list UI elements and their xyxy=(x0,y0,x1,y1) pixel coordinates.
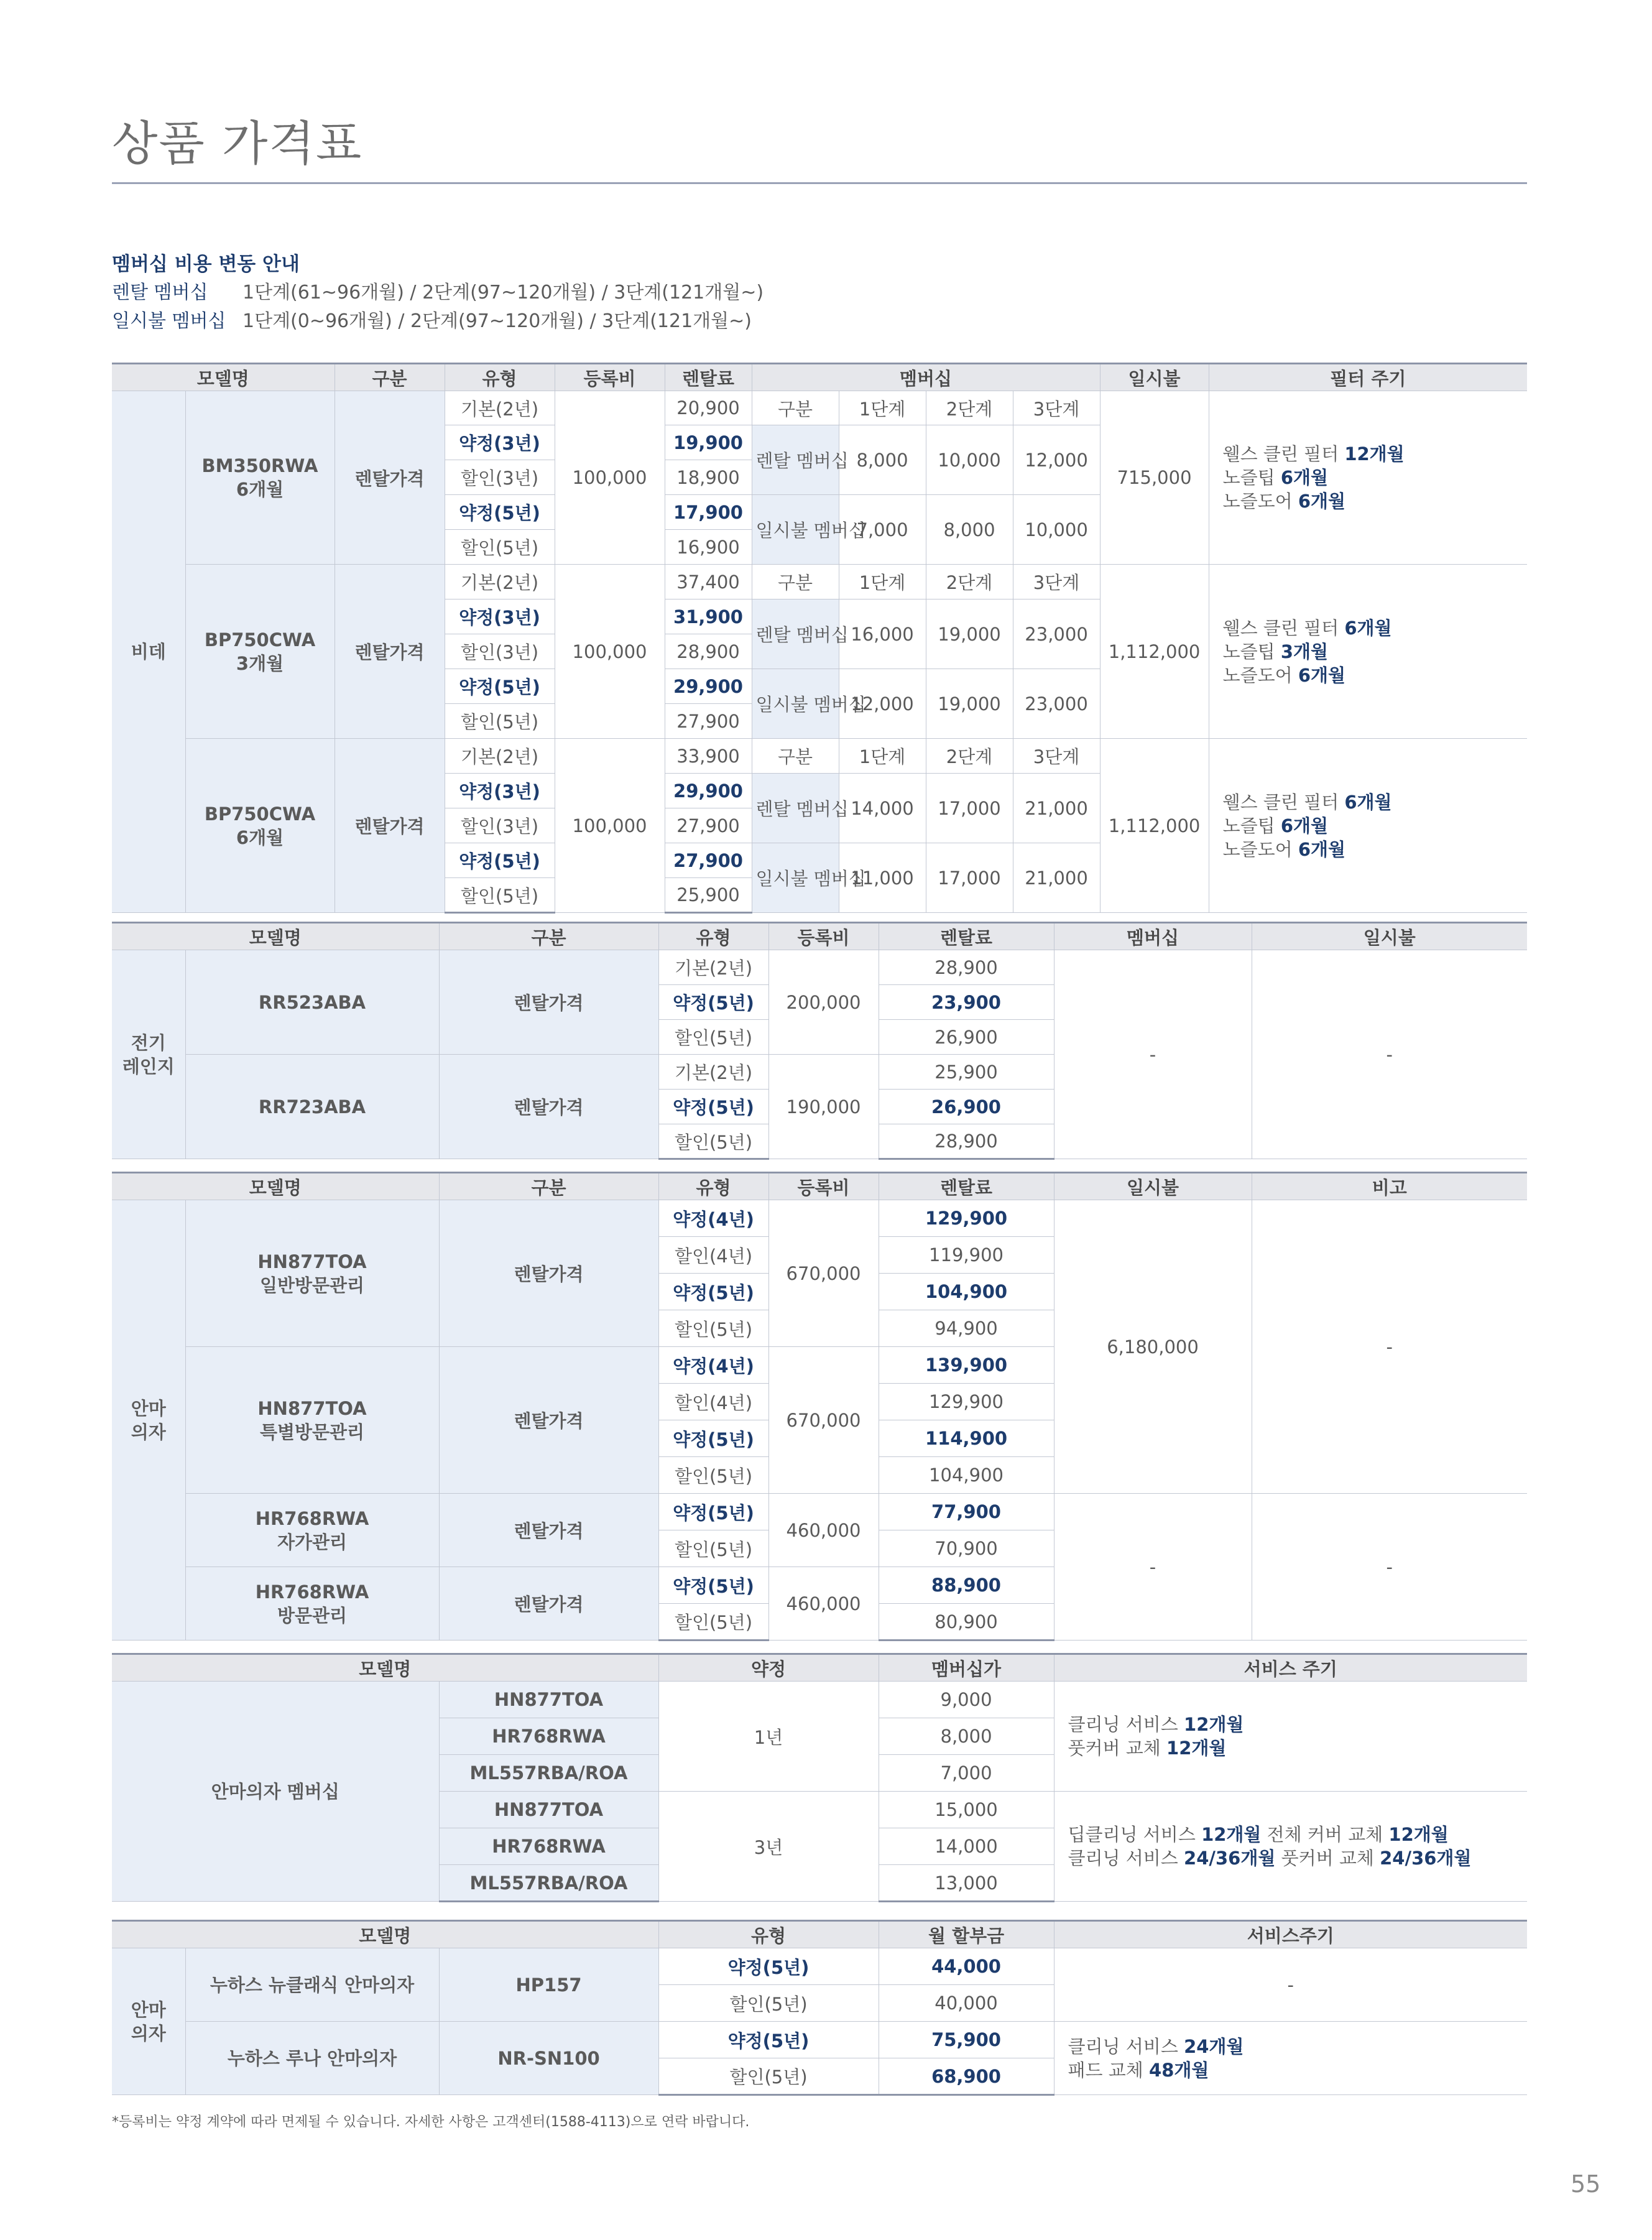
price-cell: 14,000 xyxy=(879,1828,1054,1865)
price-cell: 75,900 xyxy=(879,2022,1054,2058)
filter-cell: 웰스 클린 필터 12개월 노즐팁 6개월 노즐도어 6개월 xyxy=(1209,391,1527,565)
membership-subheader: 3단계 xyxy=(1013,565,1100,599)
notice-onetime-row xyxy=(112,307,764,336)
type-cell: 약정(5년) xyxy=(445,669,555,704)
fee-cell: 460,000 xyxy=(768,1494,879,1567)
model-cell: HN877TOA xyxy=(439,1682,658,1718)
model-cell: RR523ABA xyxy=(185,950,439,1055)
rent-cell: 23,900 xyxy=(879,985,1054,1020)
header-filter: 필터 주기 xyxy=(1209,364,1527,391)
membership-value: 7,000 xyxy=(839,495,926,565)
rent-cell: 28,900 xyxy=(879,1124,1054,1159)
filter-cell: 웰스 클린 필터 6개월 노즐팁 6개월 노즐도어 6개월 xyxy=(1209,739,1527,913)
header-category: 구분 xyxy=(439,923,658,950)
category-cell: 렌탈가격 xyxy=(439,1347,658,1494)
header-type: 유형 xyxy=(445,364,555,391)
service-cell: 클리닝 서비스 12개월 풋커버 교체 12개월 xyxy=(1054,1682,1527,1792)
header-rent: 렌탈료 xyxy=(879,923,1054,950)
group-massage-chair: 안마 의자 xyxy=(112,1200,185,1641)
type-cell: 기본(2년) xyxy=(658,1055,768,1090)
membership-value: 12,000 xyxy=(839,669,926,739)
membership-value: 8,000 xyxy=(926,495,1013,565)
header-rent: 렌탈료 xyxy=(665,364,752,391)
nuhas-installment-table xyxy=(112,1920,1527,2096)
model-code-cell: NR-SN100 xyxy=(439,2022,658,2095)
lump-cell: 1,112,000 xyxy=(1100,565,1209,739)
rent-cell: 17,900 xyxy=(665,495,752,530)
header-lump: 일시불 xyxy=(1054,1173,1252,1200)
fee-cell: 100,000 xyxy=(555,739,665,913)
rent-cell: 129,900 xyxy=(879,1384,1054,1420)
header-fee: 등록비 xyxy=(768,1173,879,1200)
rent-cell: 104,900 xyxy=(879,1274,1054,1310)
membership-value: 17,000 xyxy=(926,774,1013,843)
notice-heading: 멤버십 비용 변동 안내 xyxy=(112,253,300,275)
category-cell: 렌탈가격 xyxy=(335,565,445,739)
rent-cell: 27,900 xyxy=(665,843,752,878)
service-cell: 클리닝 서비스 24개월 패드 교체 48개월 xyxy=(1054,2022,1527,2095)
rent-cell: 37,400 xyxy=(665,565,752,599)
model-cell: HR768RWA 방문관리 xyxy=(185,1567,439,1641)
header-membership: 멤버십 xyxy=(752,364,1100,391)
model-name-cell: 누하스 뉴클래식 안마의자 xyxy=(185,1948,439,2022)
membership-subheader: 2단계 xyxy=(926,391,1013,425)
rent-cell: 29,900 xyxy=(665,774,752,808)
membership-cell: - xyxy=(1054,950,1252,1159)
lump-cell: 6,180,000 xyxy=(1054,1200,1252,1494)
header-model: 모델명 xyxy=(112,1173,439,1200)
price-cell: 9,000 xyxy=(879,1682,1054,1718)
membership-value: 14,000 xyxy=(839,774,926,843)
page-title: 상품 가격표 xyxy=(112,116,363,171)
membership-value: 10,000 xyxy=(1013,495,1100,565)
notice-onetime-label: 일시불 멤버십 xyxy=(112,310,226,332)
category-cell: 렌탈가격 xyxy=(439,1494,658,1567)
rent-cell: 80,900 xyxy=(879,1604,1054,1641)
rent-cell: 20,900 xyxy=(665,391,752,425)
rent-cell: 31,900 xyxy=(665,599,752,634)
header-model: 모델명 xyxy=(112,923,439,950)
membership-value: 21,000 xyxy=(1013,843,1100,913)
membership-subheader: 1단계 xyxy=(839,391,926,425)
type-cell: 약정(5년) xyxy=(658,1420,768,1457)
type-cell: 약정(4년) xyxy=(658,1347,768,1384)
term-cell: 3년 xyxy=(658,1792,879,1902)
rent-cell: 129,900 xyxy=(879,1200,1054,1237)
bidet-price-table xyxy=(112,363,1527,914)
model-name-cell: 누하스 루나 안마의자 xyxy=(185,2022,439,2095)
title-divider xyxy=(112,182,1527,184)
type-cell: 할인(5년) xyxy=(445,878,555,913)
membership-subheader: 구분 xyxy=(752,391,839,425)
membership-subheader: 2단계 xyxy=(926,565,1013,599)
rental-membership-label: 렌탈 멤버십 xyxy=(752,599,839,669)
note-cell: - xyxy=(1252,1200,1527,1494)
onetime-membership-label: 일시불 멤버십 xyxy=(752,669,839,739)
group-massage-chair: 안마 의자 xyxy=(112,1948,185,2095)
lump-cell: 715,000 xyxy=(1100,391,1209,565)
fee-cell: 190,000 xyxy=(768,1055,879,1159)
header-category: 구분 xyxy=(335,364,445,391)
onetime-membership-label: 일시불 멤버십 xyxy=(752,843,839,913)
type-cell: 할인(4년) xyxy=(658,1237,768,1274)
type-cell: 기본(2년) xyxy=(445,565,555,599)
term-cell: 1년 xyxy=(658,1682,879,1792)
notice-rental-value: 1단계(61~96개월) / 2단계(97~120개월) / 3단계(121개월~) xyxy=(242,282,764,303)
rent-cell: 25,900 xyxy=(879,1055,1054,1090)
rent-cell: 29,900 xyxy=(665,669,752,704)
fee-cell: 670,000 xyxy=(768,1347,879,1494)
massage-chair-rental-table xyxy=(112,1172,1527,1641)
type-cell: 약정(4년) xyxy=(658,1200,768,1237)
type-cell: 할인(5년) xyxy=(658,2058,879,2095)
type-cell: 약정(5년) xyxy=(658,985,768,1020)
type-cell: 약정(3년) xyxy=(445,774,555,808)
header-monthly: 월 할부금 xyxy=(879,1921,1054,1948)
category-cell: 렌탈가격 xyxy=(335,739,445,913)
type-cell: 기본(2년) xyxy=(658,950,768,985)
membership-subheader: 3단계 xyxy=(1013,739,1100,774)
model-code-cell: HP157 xyxy=(439,1948,658,2022)
header-lump: 일시불 xyxy=(1252,923,1527,950)
filter-cell: 웰스 클린 필터 6개월 노즐팁 3개월 노즐도어 6개월 xyxy=(1209,565,1527,739)
model-cell: HR768RWA xyxy=(439,1718,658,1755)
header-type: 유형 xyxy=(658,1173,768,1200)
rent-cell: 70,900 xyxy=(879,1530,1054,1567)
lump-cell: - xyxy=(1252,950,1527,1159)
membership-label: 안마의자 멤버십 xyxy=(112,1682,439,1902)
header-category: 구분 xyxy=(439,1173,658,1200)
rent-cell: 19,900 xyxy=(665,425,752,460)
type-cell: 할인(5년) xyxy=(445,704,555,739)
rental-membership-label: 렌탈 멤버십 xyxy=(752,774,839,843)
onetime-membership-label: 일시불 멤버십 xyxy=(752,495,839,565)
type-cell: 할인(5년) xyxy=(658,1124,768,1159)
type-cell: 할인(3년) xyxy=(445,634,555,669)
type-cell: 약정(5년) xyxy=(658,2022,879,2058)
page-number: 55 xyxy=(1571,2170,1601,2198)
header-type: 유형 xyxy=(658,1921,879,1948)
group-range: 전기 레인지 xyxy=(112,950,185,1159)
model-cell: HR768RWA xyxy=(439,1828,658,1865)
type-cell: 약정(5년) xyxy=(658,1274,768,1310)
footnote: *등록비는 약정 계약에 따라 면제될 수 있습니다. 자세한 사항은 고객센터(1588-4113)으로 연락 바랍니다. xyxy=(112,2114,750,2130)
model-cell: HN877TOA xyxy=(439,1792,658,1828)
type-cell: 약정(3년) xyxy=(445,425,555,460)
notice-rental-row xyxy=(112,279,764,307)
rent-cell: 25,900 xyxy=(665,878,752,913)
fee-cell: 200,000 xyxy=(768,950,879,1055)
model-cell: RR723ABA xyxy=(185,1055,439,1159)
type-cell: 할인(5년) xyxy=(658,1604,768,1641)
rent-cell: 33,900 xyxy=(665,739,752,774)
type-cell: 약정(5년) xyxy=(658,1948,879,1985)
rent-cell: 94,900 xyxy=(879,1310,1054,1347)
type-cell: 할인(5년) xyxy=(658,1530,768,1567)
model-cell: HN877TOA 특별방문관리 xyxy=(185,1347,439,1494)
rent-cell: 28,900 xyxy=(879,950,1054,985)
model-cell: HR768RWA 자가관리 xyxy=(185,1494,439,1567)
membership-notice xyxy=(112,250,764,336)
header-lump: 일시불 xyxy=(1100,364,1209,391)
membership-value: 11,000 xyxy=(839,843,926,913)
lump-cell: 1,112,000 xyxy=(1100,739,1209,913)
price-cell: 40,000 xyxy=(879,1985,1054,2022)
lump-cell: - xyxy=(1054,1494,1252,1641)
membership-subheader: 1단계 xyxy=(839,739,926,774)
header-note: 비고 xyxy=(1252,1173,1527,1200)
fee-cell: 670,000 xyxy=(768,1200,879,1347)
membership-value: 16,000 xyxy=(839,599,926,669)
membership-subheader: 구분 xyxy=(752,565,839,599)
model-cell: HN877TOA 일반방문관리 xyxy=(185,1200,439,1347)
price-cell: 8,000 xyxy=(879,1718,1054,1755)
category-cell: 렌탈가격 xyxy=(439,1200,658,1347)
header-term: 약정 xyxy=(658,1654,879,1682)
range-price-table xyxy=(112,922,1527,1160)
category-cell: 렌탈가격 xyxy=(335,391,445,565)
price-cell: 15,000 xyxy=(879,1792,1054,1828)
price-cell: 44,000 xyxy=(879,1948,1054,1985)
rent-cell: 16,900 xyxy=(665,530,752,565)
type-cell: 할인(5년) xyxy=(658,1310,768,1347)
rent-cell: 26,900 xyxy=(879,1090,1054,1124)
type-cell: 할인(3년) xyxy=(445,808,555,843)
rent-cell: 139,900 xyxy=(879,1347,1054,1384)
type-cell: 할인(5년) xyxy=(658,1985,879,2022)
notice-rental-label: 렌탈 멤버십 xyxy=(112,282,208,303)
membership-value: 23,000 xyxy=(1013,599,1100,669)
service-cell: - xyxy=(1054,1948,1527,2022)
type-cell: 할인(5년) xyxy=(445,530,555,565)
category-cell: 렌탈가격 xyxy=(439,1055,658,1159)
header-service-cycle: 서비스 주기 xyxy=(1054,1654,1527,1682)
service-cell: 딥클리닝 서비스 12개월 전체 커버 교체 12개월 클리닝 서비스 24/36개월 풋커버 교체 24/36개월 xyxy=(1054,1792,1527,1902)
price-cell: 13,000 xyxy=(879,1865,1054,1902)
category-cell: 렌탈가격 xyxy=(439,1567,658,1641)
rent-cell: 119,900 xyxy=(879,1237,1054,1274)
membership-value: 17,000 xyxy=(926,843,1013,913)
rent-cell: 28,900 xyxy=(665,634,752,669)
fee-cell: 460,000 xyxy=(768,1567,879,1641)
header-membership: 멤버십 xyxy=(1054,923,1252,950)
membership-value: 21,000 xyxy=(1013,774,1100,843)
model-cell: BM350RWA 6개월 xyxy=(185,391,335,565)
type-cell: 약정(5년) xyxy=(445,843,555,878)
header-model: 모델명 xyxy=(112,364,335,391)
type-cell: 약정(5년) xyxy=(445,495,555,530)
type-cell: 약정(5년) xyxy=(658,1494,768,1530)
type-cell: 기본(2년) xyxy=(445,739,555,774)
model-cell: ML557RBA/ROA xyxy=(439,1755,658,1792)
rent-cell: 27,900 xyxy=(665,808,752,843)
header-membership-price: 멤버십가 xyxy=(879,1654,1054,1682)
type-cell: 약정(5년) xyxy=(658,1567,768,1604)
membership-subheader: 1단계 xyxy=(839,565,926,599)
type-cell: 할인(5년) xyxy=(658,1457,768,1494)
price-cell: 7,000 xyxy=(879,1755,1054,1792)
header-rent: 렌탈료 xyxy=(879,1173,1054,1200)
fee-cell: 100,000 xyxy=(555,391,665,565)
rental-membership-label: 렌탈 멤버십 xyxy=(752,425,839,495)
membership-value: 10,000 xyxy=(926,425,1013,495)
rent-cell: 88,900 xyxy=(879,1567,1054,1604)
header-fee: 등록비 xyxy=(555,364,665,391)
model-cell: ML557RBA/ROA xyxy=(439,1865,658,1902)
massage-chair-membership-table xyxy=(112,1653,1527,1902)
model-cell: BP750CWA 6개월 xyxy=(185,739,335,913)
header-model: 모델명 xyxy=(112,1654,658,1682)
category-cell: 렌탈가격 xyxy=(439,950,658,1055)
rent-cell: 27,900 xyxy=(665,704,752,739)
membership-value: 8,000 xyxy=(839,425,926,495)
notice-onetime-value: 1단계(0~96개월) / 2단계(97~120개월) / 3단계(121개월~) xyxy=(242,310,752,332)
rent-cell: 104,900 xyxy=(879,1457,1054,1494)
fee-cell: 100,000 xyxy=(555,565,665,739)
rent-cell: 18,900 xyxy=(665,460,752,495)
membership-value: 19,000 xyxy=(926,599,1013,669)
header-model: 모델명 xyxy=(112,1921,658,1948)
membership-subheader: 3단계 xyxy=(1013,391,1100,425)
membership-value: 19,000 xyxy=(926,669,1013,739)
type-cell: 할인(4년) xyxy=(658,1384,768,1420)
header-service-cycle: 서비스주기 xyxy=(1054,1921,1527,1948)
rent-cell: 77,900 xyxy=(879,1494,1054,1530)
membership-subheader: 구분 xyxy=(752,739,839,774)
header-fee: 등록비 xyxy=(768,923,879,950)
rent-cell: 26,900 xyxy=(879,1020,1054,1055)
rent-cell: 114,900 xyxy=(879,1420,1054,1457)
type-cell: 약정(3년) xyxy=(445,599,555,634)
type-cell: 할인(3년) xyxy=(445,460,555,495)
membership-value: 12,000 xyxy=(1013,425,1100,495)
note-cell: - xyxy=(1252,1494,1527,1641)
group-bidet: 비데 xyxy=(112,391,185,913)
price-cell: 68,900 xyxy=(879,2058,1054,2095)
type-cell: 할인(5년) xyxy=(658,1020,768,1055)
header-type: 유형 xyxy=(658,923,768,950)
type-cell: 기본(2년) xyxy=(445,391,555,425)
membership-subheader: 2단계 xyxy=(926,739,1013,774)
model-cell: BP750CWA 3개월 xyxy=(185,565,335,739)
type-cell: 약정(5년) xyxy=(658,1090,768,1124)
membership-value: 23,000 xyxy=(1013,669,1100,739)
